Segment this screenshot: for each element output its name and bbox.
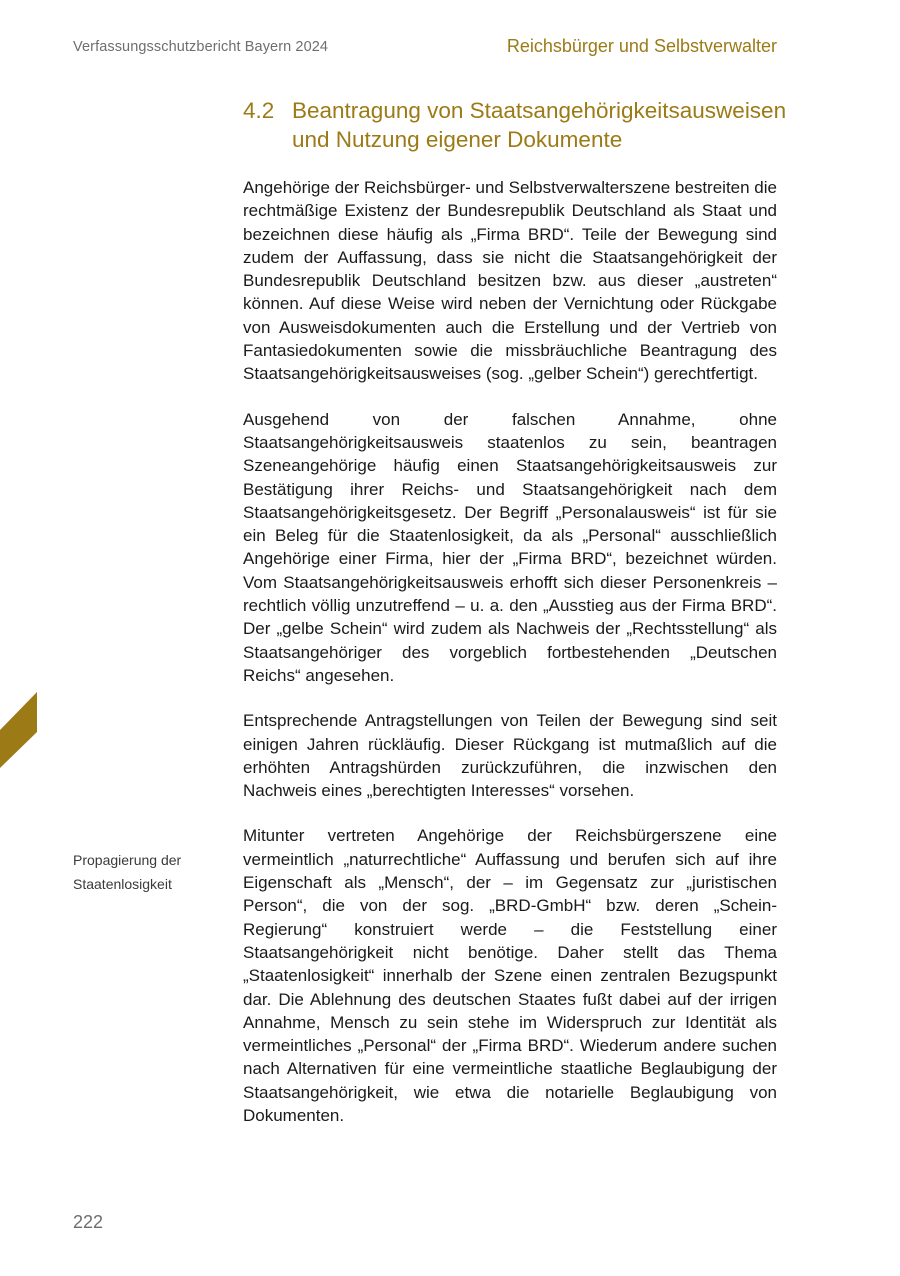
marginal-note <box>73 848 223 896</box>
marginal-note-line-2: Staatenlosigkeit <box>73 876 172 892</box>
body-text <box>243 176 777 1149</box>
paragraph-2: Ausgehend von der falschen Annahme, ohne Staatsangehörigkeitsausweis staatenlos zu sein, beantragen Szeneangehörige häufig einen Staatsangehörigkeitsausweis zur Bestätigung ihrer Reichs- und Staatsangehörigkeit nach dem Staatsangehörigkeitsgesetz. Der Begriff „Personalausweis“ ist für sie ein Beleg für die Staatenlosigkeit, da als „Personal“ ausschließlich Angehörige einer Firma, hier der „Firma BRD“, bezeichnet würden. Vom Staatsangehörigkeitsausweis erhofft sich dieser Personenkreis – rechtlich völlig unzutreffend – u. a. den „Ausstieg aus der Firma BRD“. Der „gelbe Schein“ wird zudem als Nachweis der „Rechtsstellung“ als Staatsangehöriger des vorgeblich fortbestehenden „Deutschen Reichs“ angesehen. <box>243 409 777 685</box>
running-header-document-title: Verfassungsschutzbericht Bayern 2024 <box>73 39 329 55</box>
paragraph-3: Entsprechende Antragstellungen von Teilen der Bewegung sind seit einigen Jahren rückläufig. Dieser Rückgang ist mutmaßlich auf die erhöhten Antragshürden zurückzuführen, die inzwischen den Nachweis eines „berechtigten Interesses“ vorsehen. <box>243 711 777 801</box>
chapter-edge-tab <box>0 692 37 768</box>
section-title: Beantragung von Staatsangehörigkeitsausweisen und Nutzung eigener Dokumente <box>292 98 787 152</box>
chapter-edge-tab-shape <box>0 692 37 768</box>
page-number: 222 <box>73 1212 104 1232</box>
running-header-chapter-title: Reichsbürger und Selbstverwalter <box>506 36 777 56</box>
paragraph-4: Mitunter vertreten Angehörige der Reichsbürgerszene eine vermeintlich „naturrechtliche“ Auffassung und berufen sich auf ihre Eigenschaft als „Mensch“, der – im Gegensatz zur „juristischen Person“, die von der sog. „BRD-GmbH“ bzw. deren „Schein-Regierung“ konstruiert werde – die Feststellung einer Staatsangehörigkeit nicht benötige. Daher stellt das Thema „Staatenlosigkeit“ innerhalb der Szene einen zentralen Bezugspunkt dar. Die Ablehnung des deutschen Staates fußt dabei auf der irrigen Annahme, Mensch zu sein stehe im Widerspruch zur Identität als vermeintliches „Personal“ der „Firma BRD“. Wiederum andere suchen nach Alternativen für eine vermeintliche staatliche Beglaubigung der Staatsangehörigkeit, wie etwa die notarielle Beglaubigung von Dokumenten. <box>243 826 777 1125</box>
section-heading <box>243 96 803 154</box>
marginal-note-line-1: Propagierung der <box>73 852 182 868</box>
paragraph-1: Angehörige der Reichsbürger- und Selbstverwalterszene bestreiten die rechtmäßige Existenz der Bundesrepublik Deutschland als Staat und bezeichnen diese häufig als „Firma BRD“. Teile der Bewegung sind zudem der Auffassung, dass sie nicht die Staatsangehörigkeit der Bundesrepublik Deutschland besitzen bzw. aus dieser „austreten“ können. Auf diese Weise wird neben der Vernichtung oder Rückgabe von Ausweisdokumenten auch die Erstellung und der Vertrieb von Fantasiedokumenten sowie die missbräuchliche Beantragung des Staatsangehörigkeitsausweises (sog. „gelber Schein“) gerechtfertigt. <box>243 178 777 384</box>
section-number: 4.2 <box>243 98 275 123</box>
